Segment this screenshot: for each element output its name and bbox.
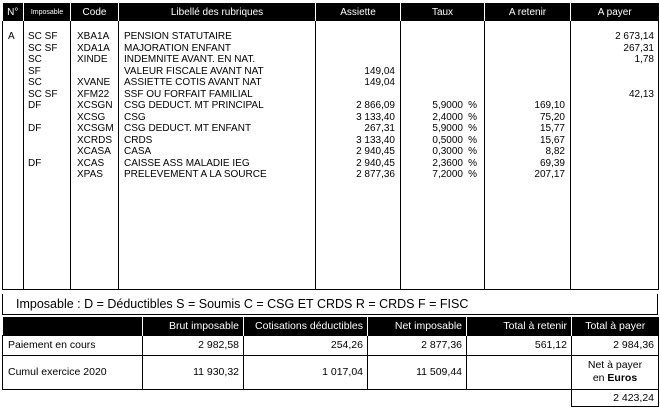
row-11-payer [571, 158, 658, 170]
row-0-imposable: SC SF [28, 31, 58, 42]
row-5-retenir [485, 89, 570, 101]
cumul-brut: 11 930,32 [143, 355, 244, 389]
row-3-libelle: VALEUR FISCALE AVANT NAT [124, 65, 264, 77]
row-6-libelle: CSG DEDUCT. MT PRINCIPAL [124, 100, 264, 111]
cumul-label: Cumul exercice 2020 [3, 355, 143, 389]
row-9-assiette: 3 133,40 [356, 134, 395, 146]
row-2-retenir [485, 54, 570, 66]
row-8-taux-value: 5,9000 [432, 123, 463, 134]
row-5-payer: 42,13 [628, 88, 654, 100]
row-11-taux-value: 2,3600 [432, 157, 463, 169]
row-9-imposable [24, 135, 70, 147]
cumul-cotisations: 1 017,04 [244, 355, 368, 389]
net-row-blank-5 [467, 389, 572, 406]
row-5-taux [401, 89, 484, 101]
row-10-imposable [24, 146, 70, 158]
row-8-code: XCSGM [77, 123, 114, 134]
row-4-code: XVANE [77, 77, 111, 88]
net-a-payer-line1: Net à payer [587, 359, 643, 371]
row-11-imposable: DF [28, 157, 42, 169]
header-taux: Taux [401, 3, 485, 21]
row-12-retenir: 207,17 [534, 169, 565, 180]
cumul-net: 11 509,44 [368, 355, 467, 389]
row-11-code: XCAS [77, 157, 105, 169]
row-9-payer [571, 135, 658, 147]
totals-header-blank [3, 317, 143, 335]
row-5-num [3, 89, 23, 101]
column-payer [571, 21, 659, 289]
row-7-taux [401, 112, 484, 124]
row-3-retenir [485, 66, 570, 78]
row-4-num [3, 77, 23, 89]
header-total-payer: Total à payer [572, 317, 659, 335]
column-assiette [316, 21, 401, 289]
row-1-retenir [485, 43, 570, 55]
row-7-imposable [24, 112, 70, 124]
row-1-code: XDA1A [77, 42, 110, 54]
row-0-payer: 2 673,14 [615, 31, 654, 42]
row-1-imposable: SC SF [28, 42, 58, 54]
row-12-taux [401, 169, 484, 181]
row-0-num: A [8, 31, 15, 42]
header-payer: A payer [571, 3, 659, 21]
net-row-blank-1 [3, 389, 143, 406]
cumul-row [3, 355, 659, 389]
row-3-code [71, 66, 118, 78]
paiement-row [3, 335, 659, 355]
net-row-blank-2 [143, 389, 244, 406]
column-num [3, 21, 24, 289]
row-2-imposable: SC [28, 54, 42, 65]
row-7-taux-value: 2,4000 [432, 111, 463, 123]
header-cotisations-deductibles: Cotisations déductibles [244, 317, 368, 335]
column-libelle [119, 21, 316, 289]
row-2-assiette [316, 54, 400, 66]
net-a-payer-prefix: en [592, 372, 605, 384]
row-11-libelle: CAISSE ASS MALADIE IEG [124, 157, 250, 169]
paiement-net: 2 877,36 [368, 335, 467, 355]
row-6-taux-percent: % [468, 100, 477, 111]
row-11-taux-percent: % [468, 157, 477, 169]
header-num: N° [3, 3, 24, 21]
row-11-retenir: 69,39 [539, 157, 565, 169]
row-9-taux [401, 135, 484, 147]
row-12-imposable [24, 169, 70, 181]
header-assiette: Assiette [316, 3, 401, 21]
row-1-assiette [316, 43, 400, 55]
row-8-assiette: 267,31 [364, 123, 395, 134]
row-12-libelle: PRELEVEMENT A LA SOURCE [124, 169, 267, 180]
row-10-code: XCASA [77, 146, 111, 157]
row-6-payer [571, 100, 658, 112]
net-row-blank-3 [244, 389, 368, 406]
row-9-libelle: CRDS [124, 134, 153, 146]
row-9-taux-value: 0,5000 [432, 134, 463, 146]
column-taux [401, 21, 485, 289]
row-7-num [3, 112, 23, 124]
net-a-payer-label [572, 355, 659, 389]
row-5-assiette [316, 89, 400, 101]
header-imposable: Imposable [24, 3, 71, 21]
row-7-taux-percent: % [468, 111, 477, 123]
net-a-payer-value: 2 423,24 [572, 389, 659, 406]
row-7-libelle: CSG [124, 111, 146, 123]
row-10-assiette: 2 940,45 [356, 146, 395, 157]
row-7-payer [571, 112, 658, 124]
row-6-retenir: 169,10 [534, 100, 565, 111]
column-imposable [24, 21, 71, 289]
header-code: Code [71, 3, 119, 21]
row-4-assiette: 149,04 [364, 77, 395, 88]
row-4-payer [571, 77, 658, 89]
row-5-imposable: SC SF [28, 88, 58, 100]
row-8-payer [571, 123, 658, 135]
row-0-retenir [485, 31, 570, 43]
row-12-taux-percent: % [468, 169, 477, 180]
row-2-payer: 1,78 [634, 54, 654, 65]
row-2-libelle: INDEMNITE AVANT. EN NAT. [124, 54, 256, 65]
row-12-payer [571, 169, 658, 181]
row-11-assiette: 2 940,45 [356, 157, 395, 169]
detail-body-row [3, 21, 659, 289]
row-6-assiette: 2 866,09 [356, 100, 395, 111]
row-0-code: XBA1A [77, 31, 110, 42]
row-8-taux [401, 123, 484, 135]
imposable-legend: Imposable : D = Déductibles S = Soumis C = CSG ET CRDS R = CRDS F = FISC [2, 294, 658, 315]
net-a-payer-currency: Euros [607, 372, 638, 384]
row-12-code: XPAS [77, 169, 103, 180]
header-libelle: Libellé des rubriques [119, 3, 316, 21]
row-12-num [3, 169, 23, 181]
detail-table [2, 3, 659, 290]
row-6-taux-value: 5,9000 [432, 100, 463, 111]
row-8-imposable: DF [28, 123, 42, 134]
header-retenir: A retenir [485, 3, 571, 21]
row-5-libelle: SSF OU FORFAIT FAMILIAL [124, 88, 253, 100]
detail-header-row [3, 3, 659, 21]
net-row-blank-4 [368, 389, 467, 406]
row-5-code: XFM22 [77, 88, 110, 100]
row-2-code: XINDE [77, 54, 108, 65]
row-3-num [3, 66, 23, 78]
totals-header-row [3, 317, 659, 335]
row-12-assiette: 2 877,36 [356, 169, 395, 180]
row-10-taux-percent: % [468, 146, 477, 157]
row-3-imposable: SF [28, 65, 41, 77]
row-0-assiette [316, 31, 400, 43]
row-1-payer: 267,31 [623, 42, 654, 54]
column-retenir [485, 21, 571, 289]
row-3-assiette: 149,04 [364, 65, 395, 77]
net-a-payer-row [3, 389, 659, 406]
row-11-num [3, 158, 23, 170]
row-3-taux [401, 66, 484, 78]
paiement-total-retenir: 561,12 [467, 335, 572, 355]
row-6-code: XCSGN [77, 100, 113, 111]
paiement-total-payer: 2 984,36 [572, 335, 659, 355]
row-8-taux-percent: % [468, 123, 477, 134]
row-8-num [3, 123, 23, 135]
row-10-num [3, 146, 23, 158]
header-total-retenir: Total à retenir [467, 317, 572, 335]
totals-table [2, 317, 659, 407]
row-0-taux [401, 31, 484, 43]
row-8-retenir: 15,77 [539, 123, 565, 134]
row-7-code: XCSG [77, 111, 106, 123]
column-code [71, 21, 119, 289]
row-6-num [3, 100, 23, 112]
row-7-retenir: 75,20 [539, 111, 565, 123]
row-1-libelle: MAJORATION ENFANT [124, 42, 232, 54]
row-3-payer [571, 66, 658, 78]
row-2-taux [401, 54, 484, 66]
row-6-taux [401, 100, 484, 112]
row-9-num [3, 135, 23, 147]
row-4-libelle: ASSIETTE COTIS AVANT NAT [124, 77, 262, 88]
row-9-taux-percent: % [468, 134, 477, 146]
row-10-taux-value: 0,3000 [432, 146, 463, 157]
paiement-label: Paiement en cours [3, 335, 143, 355]
row-7-assiette: 3 133,40 [356, 111, 395, 123]
row-12-taux-value: 7,2000 [432, 169, 463, 180]
header-net-imposable: Net imposable [368, 317, 467, 335]
row-10-libelle: CASA [124, 146, 152, 157]
row-4-retenir [485, 77, 570, 89]
row-0-libelle: PENSION STATUTAIRE [124, 31, 232, 42]
row-9-retenir: 15,67 [539, 134, 565, 146]
header-brut-imposable: Brut imposable [143, 317, 244, 335]
row-10-retenir: 8,82 [545, 146, 565, 157]
row-8-libelle: CSG DEDUCT. MT ENFANT [124, 123, 252, 134]
cumul-blank [467, 355, 572, 389]
row-1-taux [401, 43, 484, 55]
row-4-taux [401, 77, 484, 89]
row-10-taux [401, 146, 484, 158]
paiement-cotisations: 254,26 [244, 335, 368, 355]
paiement-brut: 2 982,58 [143, 335, 244, 355]
row-4-imposable: SC [28, 77, 42, 88]
row-2-num [3, 54, 23, 66]
row-10-payer [571, 146, 658, 158]
row-1-num [3, 43, 23, 55]
row-11-taux [401, 158, 484, 170]
row-9-code: XCRDS [77, 134, 113, 146]
row-6-imposable: DF [28, 100, 42, 111]
